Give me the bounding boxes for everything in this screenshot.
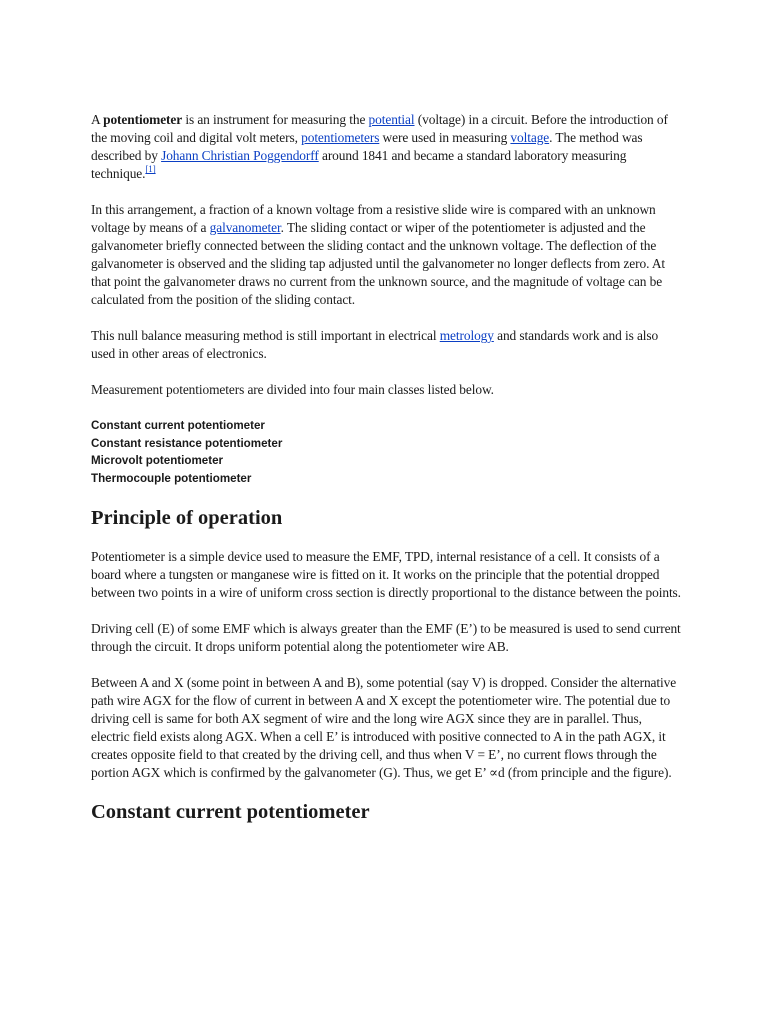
class-item: Microvolt potentiometer — [91, 454, 224, 467]
principle-paragraph-1: Potentiometer is a simple device used to measure the EMF, TPD, internal resistance of a cell. It consists of a board where a tungsten or manganese wire is fitted on it. It works on the principle that the potential dropped between two points in a wire of uniform cross section is directly proportional to the distance between the points. — [91, 549, 681, 600]
principle-paragraph-3: Between A and X (some point in between A and B), some potential (say V) is dropped. Consider the alternative path wire AGX for the flow of current in between A and X except the potentiometer wire. The potential due to driving cell is same for both AX segment of wire and the long wire AGX since they are in parallel. Thus, electric field exists along AGX. When a cell E’ is introduced with positive connected to A in the path AGX, it creates opposite field to that created by the driving cell, and thus when V = E’, no current flows through the portion AGX which is confirmed by the galvanometer (G). Thus, we get E’ ∝d (from principle and the figure). — [91, 675, 677, 780]
intro-paragraph-4: Measurement potentiometers are divided into four main classes listed below. — [91, 382, 494, 397]
link-metrology[interactable]: metrology — [439, 328, 494, 343]
class-item: Constant current potentiometer — [91, 419, 265, 432]
link-voltage[interactable]: voltage — [510, 130, 550, 145]
class-item: Constant resistance potentiometer — [91, 436, 283, 450]
class-item: Thermocouple potentiometer — [91, 471, 252, 485]
text-run: is an instrument for measuring the — [182, 112, 369, 127]
text-run: (voltage) in a circuit. Before the introduction of the moving coil and digital volt meters, — [91, 112, 668, 145]
term-potentiometer: potentiometer — [103, 112, 183, 127]
text-run: In this arrangement, a fraction of a known voltage from a resistive slide wire is compared with an unknown voltage by means of a — [91, 202, 656, 235]
link-poggendorff[interactable]: Johann Christian Poggendorff — [161, 148, 319, 163]
link-potentiometers[interactable]: potentiometers — [301, 130, 380, 145]
article-body — [91, 111, 683, 825]
reference-link-1[interactable]: [1] — [145, 164, 156, 174]
heading-constant-current-potentiometer: Constant current potentiometer — [91, 801, 370, 823]
text-run: A — [91, 112, 104, 127]
intro-paragraph-3 — [91, 327, 683, 363]
classes-list — [91, 417, 683, 487]
link-potential[interactable]: potential — [368, 112, 415, 127]
link-galvanometer[interactable]: galvanometer — [209, 220, 281, 235]
principle-paragraph-2: Driving cell (E) of some EMF which is always greater than the EMF (E’) to be measured is used to send current through the circuit. It drops uniform potential along the potentiometer wire AB. — [91, 621, 681, 654]
text-run: . The method was described by — [91, 130, 643, 163]
intro-paragraph-1 — [91, 111, 683, 183]
text-run: This null balance measuring method is still important in electrical — [91, 328, 440, 343]
text-run: were used in measuring — [379, 130, 511, 145]
text-run: . The sliding contact or wiper of the potentiometer is adjusted and the galvanometer briefly connected between the sliding contact and the unknown voltage. The deflection of the galvanometer is observed and the sliding tap adjusted until the galvanometer no longer deflects from zero. At that point the galvanometer draws no current from the unknown source, and the magnitude of voltage can be calculated from the position of the sliding contact. — [91, 220, 666, 307]
text-run: and standards work and is also used in other areas of electronics. — [91, 328, 659, 361]
reference-sup — [145, 164, 155, 174]
heading-principle-of-operation: Principle of operation — [91, 507, 283, 529]
text-run: around 1841 and became a standard laboratory measuring technique. — [91, 148, 627, 181]
intro-paragraph-2 — [91, 201, 683, 309]
